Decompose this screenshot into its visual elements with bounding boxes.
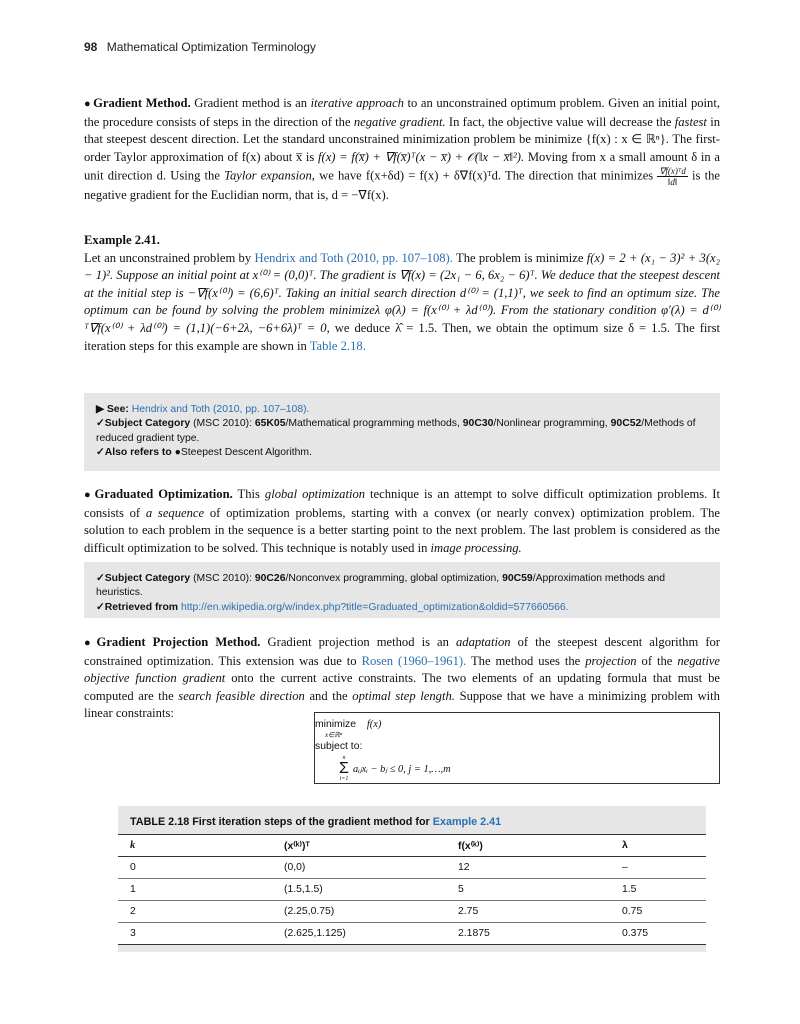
table-cell: 1 xyxy=(118,879,272,901)
text: Suppose that we have a minimizing problem with linear constraints: xyxy=(84,688,720,721)
column-header: (x⁽ᵏ⁾)ᵀ xyxy=(272,835,446,857)
also-refers-label: ✓Also refers to xyxy=(96,447,172,459)
table-reference-link[interactable]: Table 2.18. xyxy=(309,338,366,353)
text: and the xyxy=(309,688,348,703)
text: /Methods of reduced gradient type. xyxy=(96,418,696,444)
table-cell: 2.75 xyxy=(446,901,610,923)
caption-text: TABLE 2.18 First iteration steps of the gradient method for xyxy=(130,816,430,828)
see-also-box xyxy=(84,393,720,471)
subject-category-label: ✓Subject Category xyxy=(96,573,191,584)
minimize-label: minimize xyxy=(315,719,356,730)
reference-link[interactable]: Rosen (1960–1961). xyxy=(361,653,467,668)
subject-to-label: subject to: xyxy=(315,741,363,752)
text: of the steepest descent algorithm for constrained optimization. This extension was due to xyxy=(84,635,721,668)
text: Gradient method is an xyxy=(194,96,308,110)
emphasis: search feasible direction xyxy=(178,688,305,703)
running-title: Mathematical Optimization Terminology xyxy=(106,40,316,54)
see-reference-link[interactable]: Hendrix and Toth (2010, pp. 107–108). xyxy=(131,404,310,415)
table-cell: (1.5,1.5) xyxy=(272,879,446,901)
text: Gradient projection method is an xyxy=(267,635,449,649)
caption-example-link[interactable]: Example 2.41 xyxy=(432,816,502,828)
text: of the xyxy=(641,653,673,668)
sum-upper-limit: n xyxy=(342,755,346,761)
example-title: Example 2.41. xyxy=(84,233,160,247)
table-cell: – xyxy=(610,857,706,879)
example-2-41 xyxy=(84,232,720,355)
table-row xyxy=(118,857,706,879)
msc-code: 90C59 xyxy=(502,573,533,584)
entry-graduated-optimization xyxy=(84,486,720,557)
sigma-symbol: Σ xyxy=(339,760,349,777)
text: (MSC 2010): xyxy=(193,418,252,430)
term-gradient-projection: ● Gradient Projection Method. xyxy=(84,635,260,649)
emphasis: global optimization xyxy=(264,487,366,501)
text: we deduce λ̂ = 1.5. Then, we obtain the optimum size δ = 1.5. The first iteration steps for this example are shown in xyxy=(84,320,720,353)
fraction xyxy=(657,166,688,187)
example-math: f(x) = 2 + (x₁ − 3)² + 3(x₂ − 1)². Suppose an initial point at x⁽⁰⁾ = (0,0)ᵀ. The gradient is ∇f(x) = (2x₁ − 6, 6x₂ − 6)ᵀ. We deduce that the steepest descent at the initial step is −∇f(x⁽⁰⁾) = (6,6)ᵀ. Taking an initial search direction d⁽⁰⁾ = (1,1)ᵀ, we seek to find an optimum size. The optimum can be found by solving the problem minimizeλ φ(λ) = f(x⁽⁰⁾ + λd⁽⁰⁾). From the stationary condition φ′(λ) = d⁽⁰⁾ᵀ∇f(x⁽⁰⁾ + λd⁽⁰⁾) = (1,1)(−6+2λ, −6+6λ)ᵀ = 0, xyxy=(84,250,720,335)
see-label: ▶ See: xyxy=(96,404,129,415)
entry-gradient-method xyxy=(84,95,720,205)
table-header-row xyxy=(118,835,706,857)
emphasis: negative gradient. xyxy=(353,114,446,129)
text: Let an unconstrained problem by xyxy=(84,250,252,265)
text: The method uses the xyxy=(470,653,581,668)
table-cell: 5 xyxy=(446,879,610,901)
term-graduated-optimization: ● Graduated Optimization. xyxy=(84,487,233,501)
table-cell: 0.375 xyxy=(610,923,706,945)
text: (MSC 2010): xyxy=(193,573,252,584)
emphasis: iterative approach xyxy=(310,96,404,110)
text: in that steepest descent direction. Let the standard unconstrained minimization problem be minimize {f(x) : x ∈ ℝⁿ}. The first-order Taylor approximation of f(x) about x̅ is xyxy=(84,114,721,164)
table-cell: (2.25,0.75) xyxy=(272,901,446,923)
msc-code: 90C26 xyxy=(254,573,286,584)
emphasis: fastest xyxy=(674,114,707,129)
table-cell: 0.75 xyxy=(610,901,706,923)
text: /Mathematical programming methods, xyxy=(285,418,460,430)
column-header: λ xyxy=(610,835,706,857)
table-row xyxy=(118,901,706,923)
msc-code: 90C52 xyxy=(610,418,642,430)
msc-code: 65K05 xyxy=(254,418,286,430)
emphasis: optimal step length. xyxy=(352,688,455,703)
table-row xyxy=(118,879,706,901)
objective-function: f(x) xyxy=(366,719,382,730)
page-number: 98 xyxy=(84,40,98,54)
text: This xyxy=(237,487,260,501)
taylor-formula: f(x) = f(x̅) + ∇f(x̅)ᵀ(x − x̅) + 𝒪(‖x − x̅‖²). xyxy=(318,149,525,164)
table-cell: 2 xyxy=(118,901,272,923)
emphasis: image processing. xyxy=(430,540,522,555)
text: In fact, the objective value will decrease the xyxy=(448,114,672,129)
table-2-18 xyxy=(118,806,706,952)
text: is the negative gradient for the Euclidian norm, that is, d = −∇f(x). xyxy=(84,168,720,203)
text: onto the current active constraints. The two elements of an updating formula that must be computed are the xyxy=(84,671,720,703)
sum-lower-limit: i=1 xyxy=(339,776,349,782)
subject-category-label: ✓Subject Category xyxy=(96,418,191,430)
text: to an unconstrained optimum problem. Given an initial point, the procedure consists of steps in the direction of the xyxy=(84,96,720,129)
also-refers-link[interactable]: ●Steepest Descent Algorithm. xyxy=(174,447,312,459)
column-header: k xyxy=(118,835,272,857)
column-header: f(x⁽ᵏ⁾) xyxy=(446,835,610,857)
fraction-numerator: ∇f(x)ᵀd xyxy=(659,166,686,177)
text: /Approximation methods and heuristics. xyxy=(96,573,665,599)
emphasis: projection xyxy=(585,653,637,668)
iteration-table xyxy=(118,834,706,945)
fraction-denominator: ‖d‖ xyxy=(667,177,678,188)
domain-subscript: x∈ℝⁿ xyxy=(325,731,342,739)
text: /Nonlinear programming, xyxy=(493,418,608,430)
retrieved-url-link[interactable]: http://en.wikipedia.org/w/index.php?title=Graduated_optimization&oldid=577660566. xyxy=(180,601,569,613)
constraint-expression: aᵢⱼxᵢ − bⱼ ≤ 0, j = 1,…,m xyxy=(353,764,451,775)
reference-link[interactable]: Hendrix and Toth (2010, pp. 107–108). xyxy=(254,250,453,265)
text: of optimization problems, starting with a convex (or nearly convex) optimization problem. The solution to each problem in the sequence is a better starting point to the next problem. The last problem is considered as the difficult optimization to be solved. This technique is notably used in xyxy=(84,505,720,555)
table-cell: 0 xyxy=(118,857,272,879)
text: /Nonconvex programming, global optimization, xyxy=(285,573,500,584)
summation xyxy=(337,755,351,782)
table-cell: 3 xyxy=(118,923,272,945)
term-gradient-method: ● Gradient Method. xyxy=(84,96,191,110)
table-cell: 1.5 xyxy=(610,879,706,901)
table-cell: 12 xyxy=(446,857,610,879)
table-cell: (2.625,1.125) xyxy=(272,923,446,945)
table-cell: 2.1875 xyxy=(446,923,610,945)
emphasis: Taylor expansion, xyxy=(224,168,315,183)
retrieved-from-label: ✓Retrieved from xyxy=(96,601,179,613)
constraint-formula-box xyxy=(314,712,720,784)
table-cell: (0,0) xyxy=(272,857,446,879)
text: technique is an attempt to solve difficult optimization problems. It consists of xyxy=(84,487,720,520)
table-row xyxy=(118,923,706,945)
running-header xyxy=(84,40,316,54)
entry-gradient-projection xyxy=(84,634,720,723)
table-caption xyxy=(130,816,501,828)
text: Moving from x a small amount δ in a unit direction d. Using the xyxy=(84,149,720,183)
emphasis: a sequence xyxy=(145,505,205,520)
emphasis: negative objective function gradient xyxy=(84,653,721,686)
subject-category-box xyxy=(84,562,720,618)
text: The problem is minimize xyxy=(456,250,584,265)
msc-code: 90C30 xyxy=(462,418,494,430)
emphasis: adaptation xyxy=(455,635,511,649)
text: we have f(x+δd) = f(x) + δ∇f(x)ᵀd. The direction that minimizes xyxy=(319,168,654,183)
